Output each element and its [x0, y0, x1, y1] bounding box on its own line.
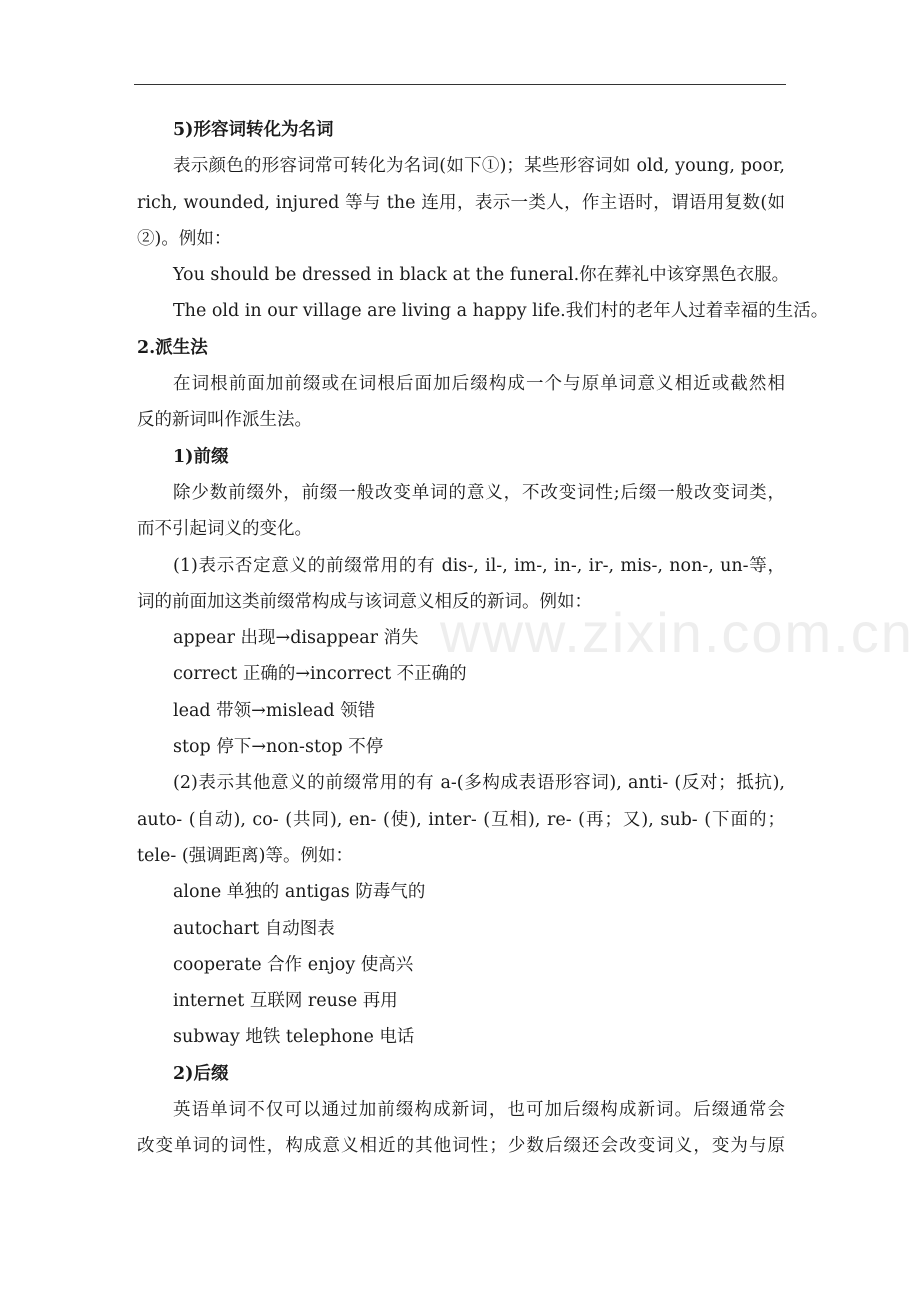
text-line: 在词根前面加前缀或在词根后面加后缀构成一个与原单词意义相近或截然相 — [173, 374, 785, 395]
text-line: 而不引起词义的变化。 — [137, 519, 312, 540]
header-rule — [134, 84, 786, 85]
text-line: 表示颜色的形容词常可转化为名词(如下①)；某些形容词如 old, young, poor, — [173, 156, 785, 177]
text-line: ②)。例如： — [137, 228, 232, 249]
text-line: (1)表示否定意义的前缀常用的有 dis-, il-, im-, in-, ir-, mis-, non-, un-等， — [173, 555, 785, 576]
text-line: 反的新词叫作派生法。 — [137, 410, 312, 431]
text-line: autochart 自动图表 — [173, 918, 335, 939]
watermark: www.zixin.com.cn — [440, 601, 914, 664]
text-line: appear 出现→disappear 消失 — [173, 628, 419, 649]
text-line: 改变单词的词性，构成意义相近的其他词性；少数后缀还会改变词义，变为与原 — [137, 1136, 785, 1157]
text-line: 除少数前缀外，前缀一般改变单词的意义，不改变词性;后缀一般改变词类， — [173, 482, 785, 503]
text-line: tele- (强调距离)等。例如： — [137, 845, 353, 866]
text-line: lead 带领→mislead 领错 — [173, 700, 376, 721]
text-line: rich, wounded, injured 等与 the 连用，表示一类人，作主语时，谓语用复数(如 — [137, 192, 785, 213]
text-line: The old in our village are living a happy life.我们村的老年人过着幸福的生活。 — [173, 301, 829, 322]
section-heading: 5)形容词转化为名词 — [173, 120, 334, 140]
text-line: auto- (自动), co- (共同), en- (使), inter- (互相), re- (再；又), sub- (下面的； — [137, 809, 785, 830]
text-line: cooperate 合作 enjoy 使高兴 — [173, 954, 414, 975]
text-line: (2)表示其他意义的前缀常用的有 a-(多构成表语形容词), anti- (反对；抵抗), — [173, 773, 785, 794]
text-line: 词的前面加这类前缀常构成与该词意义相反的新词。例如： — [137, 591, 592, 612]
section-heading: 2.派生法 — [137, 337, 208, 358]
text-line: stop 停下→non-stop 不停 — [173, 737, 384, 758]
section-heading: 1)前缀 — [173, 446, 229, 467]
section-heading: 2)后缀 — [173, 1063, 229, 1084]
text-line: internet 互联网 reuse 再用 — [173, 991, 398, 1012]
text-line: 英语单词不仅可以通过加前缀构成新词，也可加后缀构成新词。后缀通常会 — [173, 1100, 785, 1121]
document-body — [137, 112, 829, 1165]
text-line: subway 地铁 telephone 电话 — [173, 1027, 415, 1048]
text-line: correct 正确的→incorrect 不正确的 — [173, 664, 467, 685]
text-line: You should be dressed in black at the funeral.你在葬礼中该穿黑色衣服。 — [173, 265, 790, 286]
text-line: alone 单独的 antigas 防毒气的 — [173, 882, 426, 903]
